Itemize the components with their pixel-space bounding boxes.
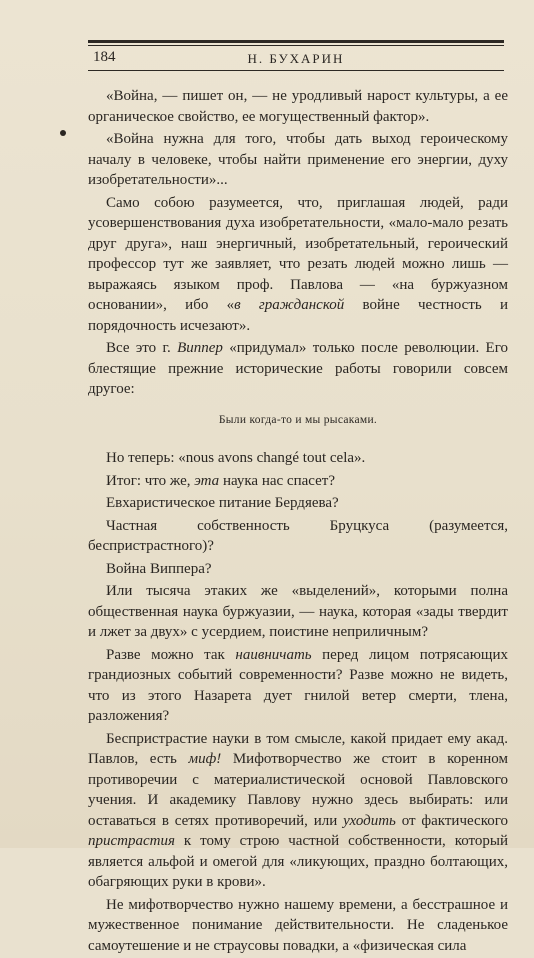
italic-emphasis: Виппер xyxy=(177,340,223,356)
paragraph xyxy=(88,86,508,127)
paragraph xyxy=(88,645,508,727)
body-text xyxy=(88,86,508,958)
running-head-author: Н. БУХАРИН xyxy=(247,51,345,66)
paragraph xyxy=(88,448,508,469)
text-run: Были когда-то и мы рысаками. xyxy=(218,413,378,426)
header-rule-bottom xyxy=(88,70,504,71)
italic-emphasis: пристрастия xyxy=(88,833,175,849)
page-number: 184 xyxy=(93,49,116,65)
paragraph xyxy=(88,493,508,514)
page-header xyxy=(88,40,504,74)
text-run: Или тысяча этаких же «выделений», которыми полна общественная наука буржуазии, — наука, которая «зады твердит и лжет за двух» с усердием, поистине неприличным? xyxy=(88,583,508,640)
paragraph xyxy=(88,516,508,557)
text-run: войне честность и порядочность исчезают». xyxy=(88,297,509,334)
text-run: Мифотворчество же стоит в коренном противоречии с материалистической основой Павловского учения. И академику Павлову нужно здесь выбирать: или оставаться в сетях противоречий, или xyxy=(88,751,509,829)
epigraph-line xyxy=(88,410,508,431)
text-run: Но теперь: «nous avons changé tout cela». xyxy=(106,450,366,466)
text-run: «Война нужна для того, чтобы дать выход героическому началу в человеке, чтобы найти применение его энергии, духу изобретательности»... xyxy=(88,131,508,188)
text-run: наука нас спасет? xyxy=(219,472,335,489)
margin-bullet-mark xyxy=(60,130,66,136)
italic-emphasis: наивничать xyxy=(235,646,312,663)
italic-emphasis: уходить xyxy=(343,812,396,829)
text-run: Все это г. xyxy=(106,340,178,356)
paragraph xyxy=(88,193,508,337)
text-run: Беспристрастие науки в том смысле, какой придает ему акад. Павлов, есть xyxy=(88,730,508,767)
italic-emphasis: миф! xyxy=(188,751,222,767)
text-run: Не мифотворчество нужно нашему времени, а бесстрашное и мужественное понимание действительности. Не сладенькое самоутешение и не страусовы повадки, а «физическая сила xyxy=(88,896,508,954)
text-run: «придумал» только после революции. Его блестящие прежние исторические работы говорили совсем другое: xyxy=(88,340,508,397)
paragraph xyxy=(88,471,508,492)
text-run: перед лицом потрясающих грандиозных событий современности? Разве можно не видеть, что из этого Назарета дует гнилой ветер смерти, тлена, разложения? xyxy=(88,646,508,724)
text-run: Война Виппера? xyxy=(106,560,212,577)
text-run: к тому строю частной собственности, который является альфой и омегой для «ликующих, праздно болтающих, обагряющих руки в крови». xyxy=(88,833,508,890)
paragraph xyxy=(88,129,508,191)
text-run: «Война, — пишет он, — не уродливый нарост культуры, а ее органическое свойство, ее могущественный фактор». xyxy=(88,88,508,125)
text-run: от фактического xyxy=(395,812,508,829)
text-run: Итог: что же, xyxy=(106,472,195,489)
paragraph xyxy=(88,581,508,643)
text-run: Частная собственность Бруцкуса (разумеется, беспристрастного)? xyxy=(88,517,508,554)
paragraph xyxy=(88,338,508,400)
header-rule-thick xyxy=(88,40,504,43)
text-run: Евхаристическое питание Бердяева? xyxy=(106,495,339,511)
text-run: Само собою разумеется, что, приглашая людей, ради усовершенствования духа изобретательности, «мало-мало резать друг друга», наш энергичный, изобретательный, героический профессор тут же заявляет, что резать людей можно лишь — выражаясь языком проф. Павлова — «на буржуазном основании», ибо « xyxy=(88,194,508,313)
text-run: Разве можно так xyxy=(106,646,236,663)
italic-emphasis: эта xyxy=(194,472,220,489)
paragraph xyxy=(88,895,508,957)
italic-emphasis: в гражданской xyxy=(234,297,345,313)
header-rule-thin xyxy=(88,45,504,46)
paragraph xyxy=(88,559,508,580)
paragraph xyxy=(88,729,508,893)
